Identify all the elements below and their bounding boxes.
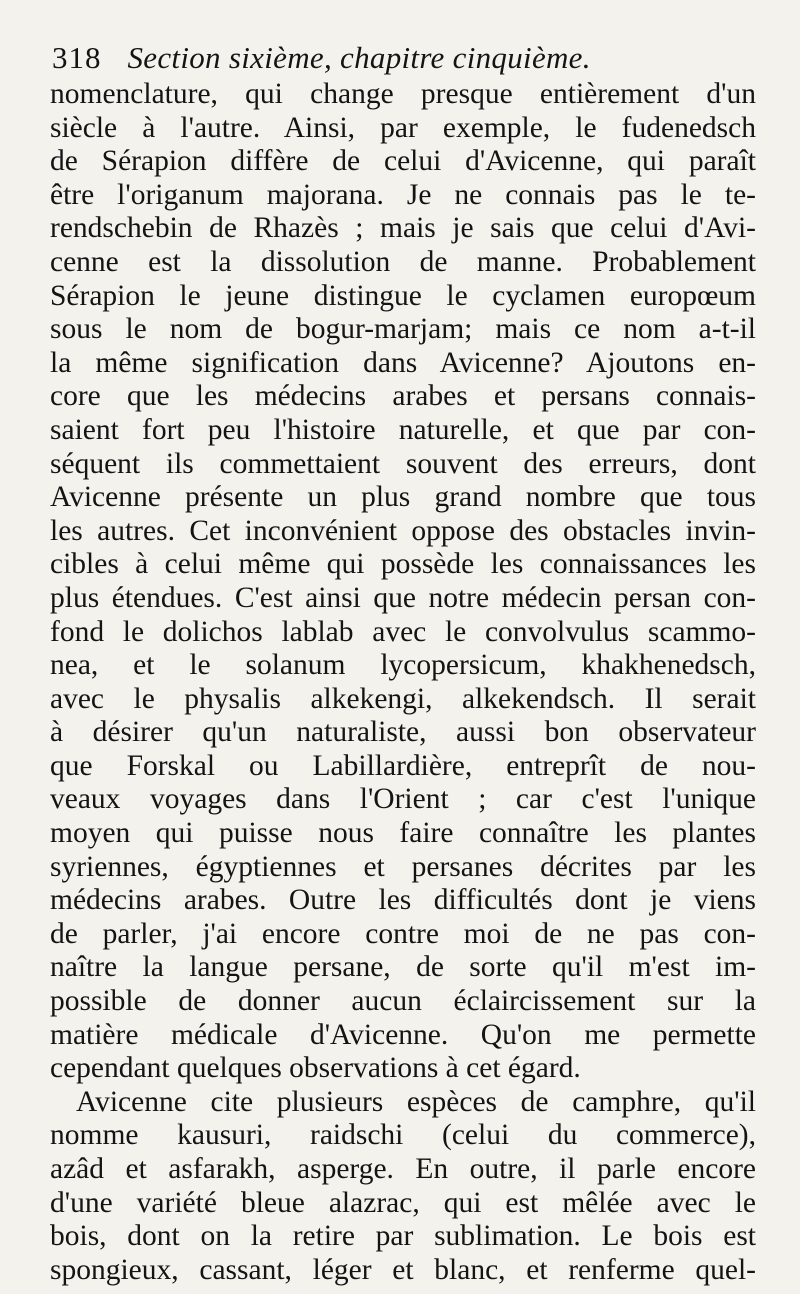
text-line: naître la langue persane, de sorte qu'il m'est im- (50, 951, 756, 984)
text-line: azâd et asfarakh, asperge. En outre, il parle encore (50, 1153, 756, 1185)
text-line: médecins arabes. Outre les difficultés dont je viens (50, 884, 756, 917)
text-line: saient fort peu l'histoire naturelle, et que par con- (50, 413, 756, 446)
text-line: cependant quelques observations à cet égard. (50, 1052, 581, 1085)
text-line: sous le nom de bogur-marjam; mais ce nom a-t-il (50, 313, 756, 346)
text-line: de parler, j'ai encore contre moi de ne pas con- (50, 917, 756, 950)
page-header (52, 40, 591, 80)
text-line: Avicenne présente un plus grand nombre que tous (50, 481, 756, 514)
text-line: core que les médecins arabes et persans connais- (50, 380, 756, 413)
text-line: spongieux, cassant, léger et blanc, et renferme quel- (50, 1253, 756, 1286)
text-line: possible de donner aucun éclaircissement sur la (50, 985, 756, 1018)
text-line: fond le dolichos lablab avec le convolvulus scammo- (50, 615, 756, 648)
text-line: nomme kausuri, raidschi (celui du commerce), (50, 1119, 756, 1152)
text-line: nomenclature, qui change presque entièrement d'un (50, 78, 756, 110)
text-line: d'une variété bleue alazrac, qui est mêlée avec le (50, 1186, 756, 1219)
text-line: les autres. Cet inconvénient oppose des obstacles invin- (50, 514, 756, 547)
text-line: la même signification dans Avicenne? Ajoutons en- (50, 346, 756, 379)
text-line: syriennes, égyptiennes et persanes décrites par les (50, 850, 756, 883)
text-line: cenne est la dissolution de manne. Probablement (50, 245, 756, 278)
body-text (50, 78, 756, 1287)
text-line: à désirer qu'un naturaliste, aussi bon observateur (50, 716, 756, 749)
text-line: plus étendues. C'est ainsi que notre médecin persan con- (50, 581, 756, 614)
text-line: matière médicale d'Avicenne. Qu'on me permette (50, 1018, 756, 1051)
text-line: rendschebin de Rhazès ; mais je sais que celui d'Avi- (50, 212, 756, 245)
text-line: de Sérapion diffère de celui d'Avicenne, qui paraît (50, 145, 756, 178)
page-number: 318 (52, 40, 102, 75)
text-line: nea, et le solanum lycopersicum, khakhenedsch, (50, 649, 756, 682)
text-line: être l'origanum majorana. Je ne connais pas le te- (50, 178, 756, 211)
text-line: que Forskal ou Labillardière, entreprît de nou- (50, 749, 756, 782)
text-line: avec le physalis alkekengi, alkekendsch. Il serait (50, 682, 756, 715)
running-head: Section sixième, chapitre cinquième. (127, 40, 591, 75)
text-line: Avicenne cite plusieurs espèces de camphre, qu'il (76, 1085, 756, 1118)
text-line: cibles à celui même qui possède les connaissances les (50, 548, 756, 581)
text-line: siècle à l'autre. Ainsi, par exemple, le fudenedsch (50, 111, 756, 144)
text-line: séquent ils commettaient souvent des erreurs, dont (50, 447, 756, 480)
text-line: moyen qui puisse nous faire connaître les plantes (50, 817, 756, 850)
text-line: bois, dont on la retire par sublimation. Le bois est (50, 1220, 756, 1253)
text-line: veaux voyages dans l'Orient ; car c'est l'unique (50, 783, 756, 816)
text-line: Sérapion le jeune distingue le cyclamen europœum (50, 279, 756, 312)
